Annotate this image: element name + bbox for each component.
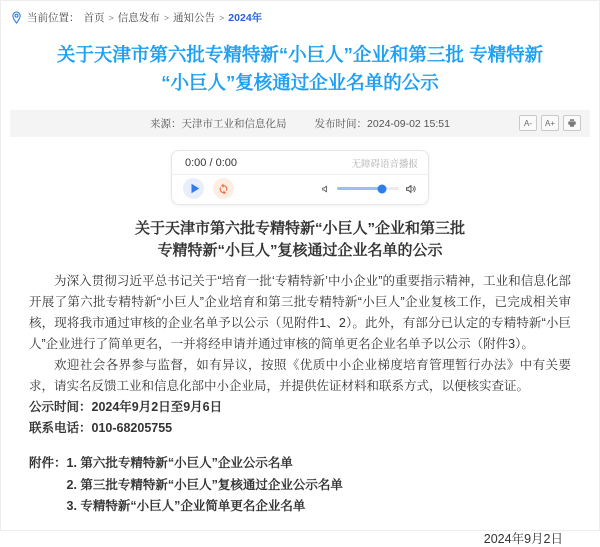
font-increase-button[interactable]: A+: [541, 115, 559, 131]
attachment-link[interactable]: 3. 专精特新“小巨人”企业简单更名企业名单: [66, 499, 306, 513]
printer-icon: [567, 118, 577, 128]
attachments-list: [67, 453, 343, 518]
breadcrumb-label: 当前位置：: [27, 12, 80, 24]
breadcrumb-separator: >: [163, 12, 170, 23]
audio-time: 0:00 / 0:00: [185, 157, 237, 169]
breadcrumb-item-home[interactable]: 首页: [83, 12, 105, 24]
attachments-block: [29, 453, 571, 518]
attachment-link[interactable]: 1. 第六批专精特新“小巨人”企业公示名单: [66, 456, 293, 470]
font-decrease-button[interactable]: A-: [519, 115, 537, 131]
document-date: 2024年9月2日: [483, 531, 563, 546]
page-title: [30, 41, 570, 97]
article-meta-bar: [10, 110, 590, 137]
speaker-icon: [321, 184, 331, 194]
audio-player: [171, 150, 429, 205]
source-value: 天津市工业和信息化局: [181, 118, 287, 130]
volume-slider[interactable]: [337, 187, 399, 190]
replay-button[interactable]: [213, 178, 234, 199]
contact-phone-line: 联系电话：010-68205755: [29, 421, 173, 435]
breadcrumb-item-info-release[interactable]: 信息发布: [117, 12, 160, 24]
play-triangle-icon: [190, 183, 200, 194]
speaker-waves-icon[interactable]: [405, 183, 417, 195]
play-button[interactable]: [183, 178, 204, 199]
breadcrumb-item-2024[interactable]: 2024年: [228, 12, 263, 24]
page-title-line1: 关于天津市第六批专精特新“小巨人”企业和第三批 专精特新: [56, 44, 544, 65]
paragraph: 欢迎社会各界参与监督，如有异议，按照《优质中小企业梯度培育管理暂行办法》中有关要求，请实名反馈工业和信息化部中小企业局，并提供佐证材料和联系方式，以便核实查证。: [29, 358, 571, 393]
volume-slider-fill: [337, 187, 382, 190]
article-body: [29, 271, 571, 518]
publish-time-info: [315, 116, 450, 131]
breadcrumb-separator: >: [219, 12, 225, 23]
meta-actions: [519, 115, 581, 131]
source-info: [150, 116, 287, 131]
article-subtitle-line1: 关于天津市第六批专精特新“小巨人”企业和第三批: [134, 220, 465, 237]
audio-caption: 无障碍语音播报: [351, 159, 418, 170]
notice-time-line: 公示时间：2024年9月2日至9月6日: [29, 400, 223, 414]
paragraph: 为深入贯彻习近平总书记关于“培育一批‘专精特新’中小企业”的重要指示精神，工业和信息化部开展了第六批专精特新“小巨人”企业培育和第三批专精特新“小巨人”企业复核工作，已完成相关审核，现将我市通过审核的企业名单予以公示（见附件1、2）。此外，有部分已认定的专精特新“小巨人”企业进行了简单更名，一并将经申请并通过审核的简单更名企业名单予以公示（附件3）。: [29, 274, 571, 351]
breadcrumb-item-notices[interactable]: 通知公告: [173, 12, 216, 24]
breadcrumb: [1, 1, 599, 25]
print-button[interactable]: [563, 115, 581, 131]
volume-slider-thumb[interactable]: [377, 184, 386, 193]
location-pin-icon: [11, 11, 22, 24]
source-label: 来源：: [150, 118, 182, 130]
publish-time-value: 2024-09-02 15:51: [367, 118, 450, 130]
audio-player-header: [172, 151, 428, 175]
article-subtitle-line2: 专精特新“小巨人”复核通过企业名单的公示: [157, 242, 443, 259]
breadcrumb-separator: >: [108, 12, 114, 23]
page-title-line2: “小巨人”复核通过企业名单的公示: [161, 72, 439, 93]
attachment-link[interactable]: 2. 第三批专精特新“小巨人”复核通过企业公示名单: [66, 477, 343, 492]
refresh-loop-icon: [217, 182, 230, 195]
publish-time-label: 发布时间：: [314, 118, 368, 130]
volume-control: [321, 183, 417, 195]
audio-player-controls: [172, 175, 428, 204]
article-subtitle: [1, 218, 599, 262]
attachments-label: 附件：: [29, 456, 67, 470]
